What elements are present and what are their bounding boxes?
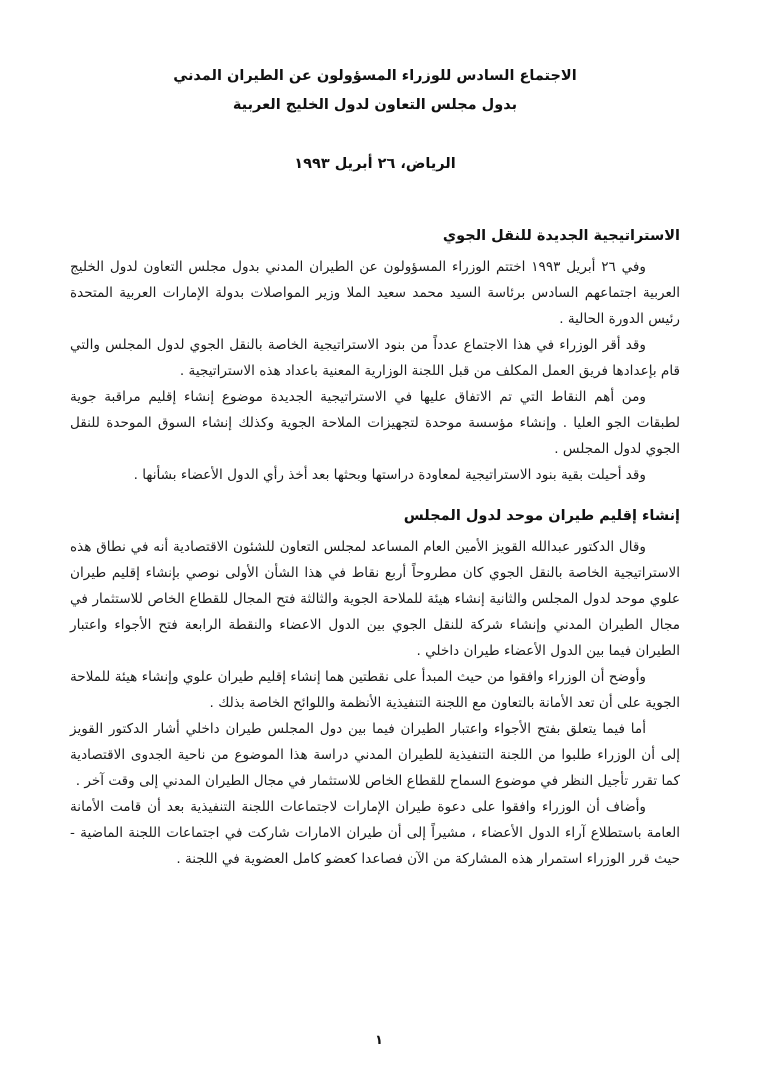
paragraph: وفي ٢٦ أبريل ١٩٩٣ اختتم الوزراء المسؤولون عن الطيران المدني بدول مجلس التعاون لدول الخليج العربية اجتماعهم السادس برئاسة السيد محمد سعيد الملا وزير المواصلات بدولة الإمارات العربية المتحدة رئيس الدورة الحالية . xyxy=(70,259,680,327)
paragraph: وقد أقر الوزراء في هذا الاجتماع عدداً من بنود الاستراتيجية الخاصة بالنقل الجوي لدول المجلس والتي قام بإعدادها فريق العمل المكلف من قبل اللجنة الوزارية المعنية باعداد هذه الاستراتيجية . xyxy=(70,337,680,379)
section-heading-unified-region: إنشاء إقليم طيران موحد لدول المجلس xyxy=(403,508,680,524)
page-number: ١ xyxy=(375,1033,383,1048)
document-title-line2: بدول مجلس التعاون لدول الخليج العربية xyxy=(232,97,518,113)
page-footer xyxy=(0,1029,758,1048)
paragraph: وأوضح أن الوزراء وافقوا من حيث المبدأ على نقطتين هما إنشاء إقليم طيران علوي وإنشاء هيئة للملاحة الجوية على أن تعد الأمانة بالتعاون مع اللجنة التنفيذية الأنظمة واللوائح الخاصة بذلك . xyxy=(70,669,680,711)
paragraph: وقال الدكتور عبدالله القويز الأمين العام المساعد لمجلس التعاون للشئون الاقتصادية أنه في نطاق هذه الاستراتيجية الخاصة بالنقل الجوي كان مطروحاً أربع نقاط في هذا الشأن الأولى نوصي بإنشاء إقليم طيران علوي موحد لدول المجلس والثانية إنشاء هيئة للملاحة الجوية والثالثة فتح المجال للقطاع الخاص للاستثمار في مجال الطيران المدني وإنشاء شركة للنقل الجوي بين الدول الاعضاء والنقطة الرابعة فتح الأجواء واعتبار الطيران فيما بين الدول الأعضاء طيران داخلي . xyxy=(70,539,680,659)
document-header xyxy=(70,62,680,172)
paragraph: أما فيما يتعلق بفتح الأجواء واعتبار الطيران فيما بين دول المجلس طيران داخلي أشار الدكتور القويز إلى أن الوزراء طلبوا من اللجنة التنفيذية للطيران المدني دراسة هذا الموضوع من ناحية الجدوى الاقتصادية كما تقرر تأجيل النظر في موضوع السماح للقطاع الخاص للاستثمار في مجال الطيران المدني إلى وقت آخر . xyxy=(70,721,680,789)
paragraph: ومن أهم النقاط التي تم الاتفاق عليها في الاستراتيجية الجديدة موضوع إنشاء إقليم مراقبة جوية لطبقات الجو العليا . وإنشاء مؤسسة موحدة لتجهيزات الملاحة الجوية وكذلك إنشاء السوق الموحدة للنقل الجوي لدول المجلس . xyxy=(70,389,680,457)
paragraph: وقد أحيلت بقية بنود الاستراتيجية لمعاودة دراستها وبحثها بعد أخذ رأي الدول الأعضاء بشأنها . xyxy=(133,467,646,483)
section-heading-new-strategy: الاستراتيجية الجديدة للنقل الجوي xyxy=(442,228,680,244)
document-body xyxy=(70,228,680,872)
section-unified-flight-region xyxy=(70,508,680,872)
section-new-air-transport-strategy xyxy=(70,228,680,488)
document-date: الرياض، ٢٦ أبريل ١٩٩٣ xyxy=(294,156,456,172)
document-title-line1: الاجتماع السادس للوزراء المسؤولون عن الطيران المدني xyxy=(173,68,577,84)
paragraph: وأضاف أن الوزراء وافقوا على دعوة طيران الإمارات لاجتماعات اللجنة التنفيذية بعد أن قامت الأمانة العامة باستطلاع آراء الدول الأعضاء ، مشيراً إلى أن طيران الامارات شاركت في اجتماعات اللجنة الماضية - حيث قرر الوزراء استمرار هذه المشاركة من الآن فصاعدا كعضو كامل العضوية في اللجنة . xyxy=(70,799,680,867)
